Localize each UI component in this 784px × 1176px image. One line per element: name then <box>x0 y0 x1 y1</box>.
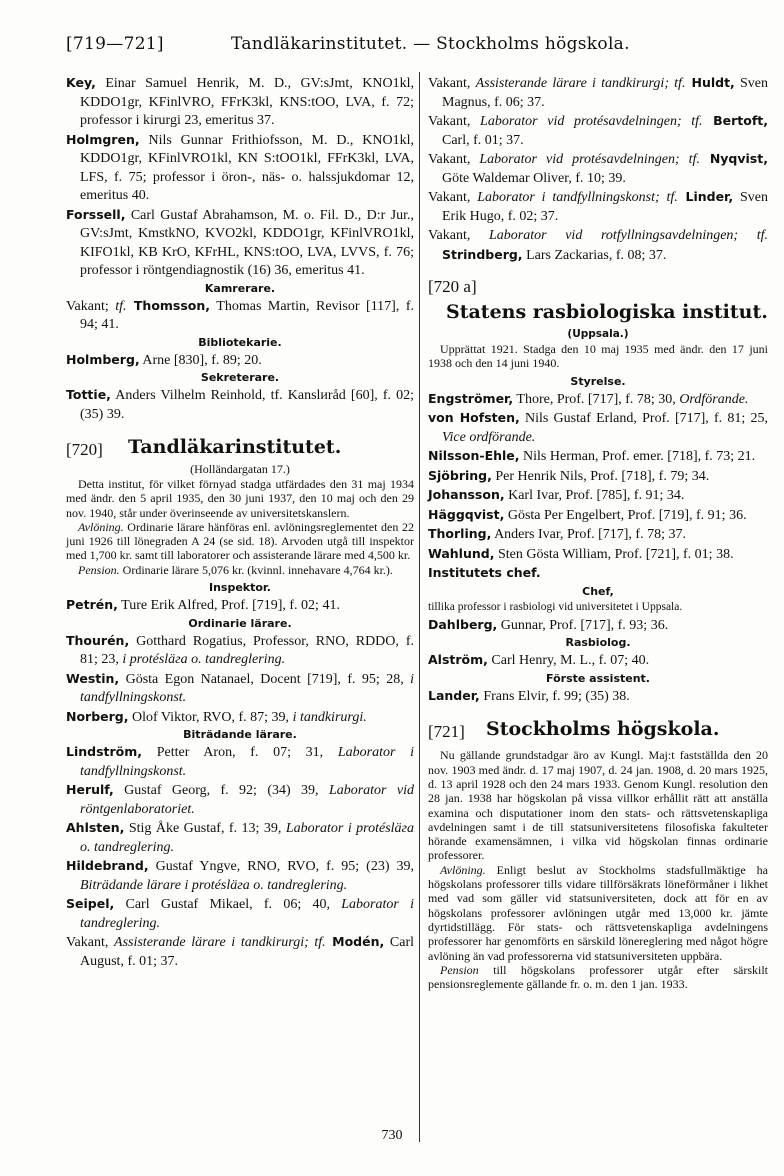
note-paragraph: Pension. Ordinarie lärare 5,076 kr. (kvinnl. innehavare 4,764 kr.). <box>78 562 393 577</box>
section-heading-720: [720] Tandläkarinstitutet. <box>66 436 342 459</box>
entry: Holmgren, Nils Gunnar Frithiofsson, M. D., KNO1kl, KDDO1gr, KFinlVRO1kl, KN S:tOO1kl, FFrK3kl, LVA, LFS, f. 75; professor i öron-, näs- o. halssjukdomar 12, emeritus 40. <box>66 131 414 203</box>
subheading: Bibliotekarie. <box>198 335 282 349</box>
section-range: [719—721] <box>66 34 164 54</box>
subheading: Rasbiolog. <box>565 636 631 650</box>
entry: Westin, Gösta Egon Natanael, Docent [719], f. 95; 28, i tandfyllningskonst. <box>66 670 414 706</box>
entry: Ahlsten, Stig Åke Gustaf, f. 13; 39, Laborator i protésläга o. tandreglering. <box>66 820 415 855</box>
entry: Johansson, Karl Ivar, Prof. [785], f. 91; 34. <box>428 487 685 504</box>
entry: Engströmer, Thore, Prof. [717], f. 78; 30, Ordförande. <box>428 390 749 407</box>
entry: Vakant, Laborator vid protésavdelningen; tf. Bertoft, Carl, f. 01; 37. <box>428 113 768 148</box>
entry: Thorling, Anders Ivar, Prof. [717], f. 78; 37. <box>428 526 686 543</box>
subheading: Chef, <box>582 584 614 598</box>
entry: Norberg, Olof Viktor, RVO, f. 87; 39, i tandkirurgi. <box>66 708 367 725</box>
entry: Vakant, Laborator vid protésavdelningen; tf. Nyqvist, Göte Waldemar Oliver, f. 10; 39. <box>428 151 768 186</box>
entry: Nilsson-Ehle, Nils Herman, Prof. emer. [718], f. 73; 21. <box>428 448 756 465</box>
entry: Thourén, Gotthard Rogatius, Professor, RNO, RDDO, f. 81; 23, i protésläга o. tandreglering. <box>66 632 414 668</box>
entry: Holmberg, Arne [830], f. 89; 20. <box>66 351 262 368</box>
entry: Petrén, Ture Erik Alfred, Prof. [719], f. 02; 41. <box>66 597 340 614</box>
subheading: Styrelse. <box>570 374 626 388</box>
note-paragraph: Avlöning. Enligt beslut av Stockholms stadsfullmäktige ha högskolans professorer tills vidare tillförsäkrats löneförmåner i likhet med vad som gäller vid statsuniversiteten, dock att för en av högskolans professorer avlöningen utgår med 13,000 kr. jämte dyrtidstillägg. För stats- och rättsvetenskapliga avdelningens professorer har genomförts en särskild lönereglering med något högre avlöning än vad professorerna vid statsuniversiteten uppbära. <box>428 862 768 963</box>
entry: Forssell, Carl Gustaf Abrahamson, M. o. Fil. D., D:r Jur., GV:sJmt, KmstkNO, KVO2kl, KDDO1gr, KFinlVRO1kl, KIFO1kl, KB KrO, KFrHL, KNS:tOO, LVA, LVVS, f. 76; professor i röntgendiagnostik (16) 36, emeritus 41. <box>66 206 414 278</box>
subheading: Biträdande lärare. <box>183 728 297 742</box>
address: (Holländargatan 17.) <box>190 462 290 476</box>
entry: Alström, Carl Henry, M. L., f. 07; 40. <box>428 652 650 669</box>
section-title: Stockholms högskola. <box>486 718 720 741</box>
entry: Herulf, Gustaf Georg, f. 92; (34) 39, Laborator vid röntgenlaboratoriet. <box>66 782 414 817</box>
entry: Vakant, Laborator i tandfyllningskonst; tf. Linder, Sven Erik Hugo, f. 02; 37. <box>428 189 768 224</box>
entry: Lindström, Petter Aron, f. 07; 31, Laborator i tandfyllningskonst. <box>66 744 414 779</box>
section-title: Tandläkarinstitutet. <box>128 436 342 458</box>
entry: Hildebrand, Gustaf Yngve, RNO, RVO, f. 95; (23) 39, Biträdande lärare i protésläга o. tandreglering. <box>66 858 414 893</box>
entry: Lander, Frans Elvir, f. 99; (35) 38. <box>428 687 630 704</box>
section-title: Statens rasbiologiska institut. <box>446 301 768 323</box>
entry: Vakant, Assisterande lärare i tandkirurgi; tf. Modén, Carl August, f. 01; 37. <box>66 934 415 969</box>
subheading: Inspektor. <box>209 581 271 595</box>
entry: Sjöbring, Per Henrik Nils, Prof. [718], f. 79; 34. <box>428 467 710 484</box>
entry: Wahlund, Sten Gösta William, Prof. [721], f. 01; 38. <box>428 545 734 562</box>
entry: Vakant; tf. Thomsson, Thomas Martin, Revisor [117], f. 94; 41. <box>66 297 414 332</box>
subheading: Kamrerare. <box>204 281 276 295</box>
note-paragraph: Detta institut, för vilket förnyad stadga utfärdades den 31 maj 1934 med ändr. den 5 april 1935, den 30 juni 1937, den 10 maj och den 29 nov. 1940, står under överinseende av universitetskanslern. <box>66 477 414 520</box>
institute-chief-heading: Institutets chef. <box>428 565 541 581</box>
entry: Dahlberg, Gunnar, Prof. [717], f. 93; 36. <box>428 616 669 633</box>
entry: Tottie, Anders Vilhelm Reinhold, tf. Kanslиråd [60], f. 02; (35) 39. <box>66 387 414 422</box>
entry: Seipel, Carl Gustaf Mikael, f. 06; 40, Laborator i tandreglering. <box>66 896 414 931</box>
entry: Vakant, Laborator vid rotfyllningsavdelningen; tf. Strindberg, Lars Zackarias, f. 08; 37. <box>428 228 768 263</box>
page-number: 730 <box>381 1128 403 1143</box>
section-heading-720a: [720 a] Statens rasbiologiska institut. <box>428 277 768 323</box>
subheading: Ordinarie lärare. <box>188 616 292 630</box>
entry: Vakant, Assisterande lärare i tandkirurgi; tf. Huldt, Sven Magnus, f. 06; 37. <box>428 75 768 110</box>
subheading: Sekreterare. <box>200 371 280 384</box>
address: (Uppsala.) <box>567 328 629 340</box>
header-title: Tandläkarinstitutet. — Stockholms högskola. <box>231 34 630 54</box>
right-column <box>428 74 768 991</box>
entry: Häggqvist, Gösta Per Engelbert, Prof. [719], f. 91; 36. <box>428 506 747 523</box>
note-paragraph: Pension till högskolans professorer utgår efter särskilt pensionsreglemente gällande fr. o. m. den 1 jan. 1933. <box>428 962 768 992</box>
column-divider <box>419 72 420 1142</box>
note-paragraph: Avlöning. Ordinarie lärare hänföras enl. avlöningsreglementet den 22 juni 1926 till lönegraden A 24 (se sid. 18). Arvoden utgå till inspektor med 1,700 kr. samt till laboratorer och assisterande lärare med 4,500 kr. <box>66 519 414 563</box>
entry: Key, Einar Samuel Henrik, M. D., GV:sJmt, KNO1kl, KDDO1gr, KFinlVRO, FFrK3kl, KNS:tOO, LVA, f. 72; professor i kirurgi 23, emeritus 37. <box>66 75 414 128</box>
note-paragraph: tillika professor i rasbiologi vid universitetet i Uppsala. <box>428 600 683 613</box>
subheading: Förste assistent. <box>546 671 650 685</box>
left-column <box>66 74 414 971</box>
note-paragraph: Upprättat 1921. Stadga den 10 maj 1935 med ändr. den 17 juni 1938 och den 14 juni 1940. <box>428 342 768 371</box>
entry: von Hofsten, Nils Gustaf Erland, Prof. [717], f. 81; 25, Vice ordförande. <box>428 410 769 445</box>
section-heading-721: [721] Stockholms högskola. <box>428 718 720 742</box>
note-paragraph: Nu gällande grundstadgar äro av Kungl. Maj:t fastställda den 20 nov. 1903 med ändr. d. 17 maj 1907, d. 24 jan. 1908, d. 20 mars 1925, d. 13 april 1928 och den 24 mars 1933. Genom Kungl. resolution den 28 jan. 1938 har högskolan på vissa villkor erhållit rätt att anställa examina och disputationer inom den stats- och rättsvetenskapliga avdelningen samt i de till statsuniversitetens filosofiska fakulteter hörande examensämnen, i vilka vid högskolan finnas ordinarie professorer. <box>428 748 768 863</box>
